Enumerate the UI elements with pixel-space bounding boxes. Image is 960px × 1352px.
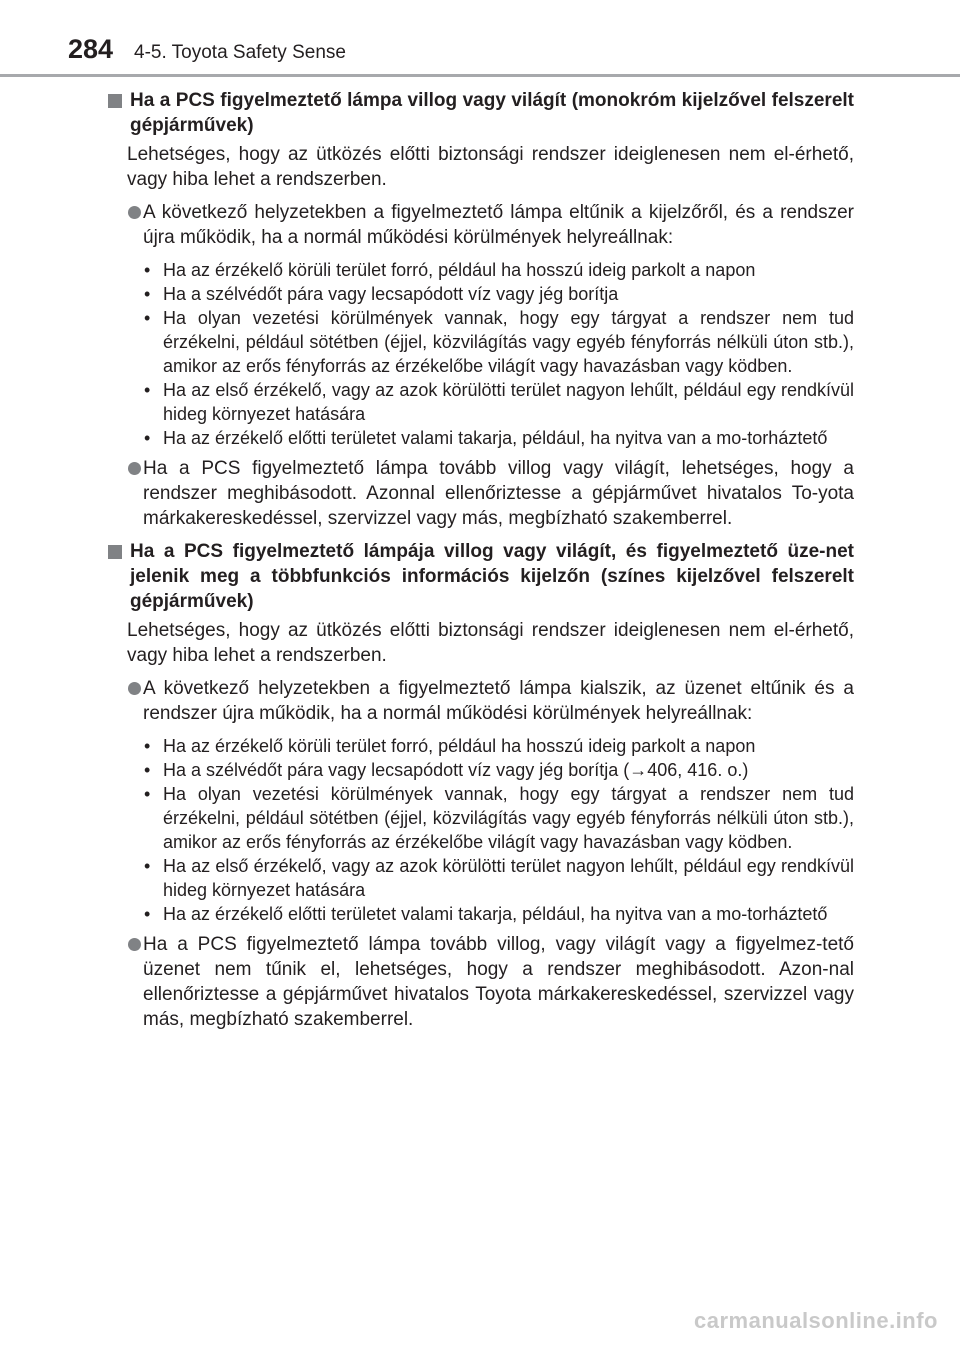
list-item — [144, 378, 854, 426]
bullet-dot-icon: • — [144, 380, 151, 400]
circle-bullet-icon — [128, 206, 141, 219]
list-item — [144, 758, 854, 782]
watermark: carmanualsonline.info — [694, 1308, 938, 1333]
section — [108, 539, 854, 1032]
list-item — [144, 282, 854, 306]
list-item-text: Ha olyan vezetési körülmények vannak, hogy egy tárgyat a rendszer nem tud érzékelni, például sötétben (éjjel, közvilágítás vagy egyéb fényforrás nélküli úton stb.), amikor az erős fényforrás az érzékelőbe világít vagy havazásban vagy ködben. — [163, 784, 854, 852]
list-item-text: Ha az érzékelő előtti területet valami takarja, például, ha nyitva van a mo-torháztető — [163, 428, 828, 448]
section-heading — [108, 88, 854, 138]
page-number: 284 — [68, 34, 114, 64]
circle-bullet-icon — [128, 682, 141, 695]
section-intro: Lehetséges, hogy az ütközés előtti biztonsági rendszer ideiglenesen nem el-érhető, vagy hiba lehet a rendszerben. — [127, 620, 854, 666]
list-item — [144, 782, 854, 854]
bullet-dot-icon: • — [144, 260, 151, 280]
bullet-dot-icon: • — [144, 784, 151, 804]
list-item-text: Ha az érzékelő körüli terület forró, például ha hosszú ideig parkolt a napon — [163, 260, 756, 280]
list-item-text: Ha az érzékelő előtti területet valami takarja, például, ha nyitva van a mo-torháztető — [163, 904, 828, 924]
bullet-dot-icon: • — [144, 856, 151, 876]
list-item — [144, 258, 854, 282]
bullet-dot-icon: • — [144, 284, 151, 304]
bullet-dot-icon: • — [144, 760, 151, 780]
header-divider — [0, 74, 960, 77]
list-item — [144, 902, 854, 926]
circle-bullet-icon — [128, 938, 141, 951]
circle-list-item-text: A következő helyzetekben a figyelmeztető lámpa kialszik, az üzenet eltűnik és a rendszer újra működik, ha a normál működési körülmények helyreállnak: — [143, 678, 854, 724]
circle-list-item-text: Ha a PCS figyelmeztető lámpa tovább villog vagy világít, lehetséges, hogy a rendszer meghibásodott. Azonnal ellenőriztesse a gépjárművet hivatalos To-yota márkakereskedéssel, szervizzel vagy más, megbízható szakemberrel. — [143, 458, 854, 529]
list-item — [144, 306, 854, 378]
list-item — [144, 426, 854, 450]
section-intro: Lehetséges, hogy az ütközés előtti biztonsági rendszer ideiglenesen nem el-érhető, vagy hiba lehet a rendszerben. — [127, 144, 854, 190]
section-heading-text: Ha a PCS figyelmeztető lámpája villog vagy világít, és figyelmeztető üze-net jelenik meg a többfunkciós információs kijelzőn (színes kijelzővel felszerelt gépjárművek) — [130, 541, 854, 612]
circle-list-item-text: A következő helyzetekben a figyelmeztető lámpa eltűnik a kijelzőről, és a rendszer újra működik, ha a normál működési körülmények helyreállnak: — [143, 202, 854, 248]
list-item-text: Ha a szélvédőt pára vagy lecsapódott víz vagy jég borítja — [163, 284, 619, 304]
circle-list-item-text: Ha a PCS figyelmeztető lámpa tovább villog, vagy világít vagy a figyelmez-tető üzenet nem tűnik el, lehetséges, hogy a rendszer meghibásodott. Azon-nal ellenőriztesse a gépjárművet hivatalos Toyota márkakereskedéssel, szervizzel vagy más, megbízható szakemberrel. — [143, 934, 854, 1030]
bullet-dot-icon: • — [144, 736, 151, 756]
list-item-text: Ha az érzékelő körüli terület forró, például ha hosszú ideig parkolt a napon — [163, 736, 756, 756]
bullet-list — [108, 734, 854, 926]
square-bullet-icon — [108, 545, 122, 559]
square-bullet-icon — [108, 94, 122, 108]
page-header — [0, 0, 960, 78]
list-item — [144, 854, 854, 902]
bullet-dot-icon: • — [144, 428, 151, 448]
list-item — [144, 734, 854, 758]
section-heading — [108, 539, 854, 614]
section-title: 4-5. Toyota Safety Sense — [134, 42, 346, 63]
circle-bullet-icon — [128, 462, 141, 475]
bullet-dot-icon: • — [144, 308, 151, 328]
section-heading-text: Ha a PCS figyelmeztető lámpa villog vagy világít (monokróm kijelzővel felszerelt gépjárművek) — [130, 90, 854, 136]
section — [108, 88, 854, 531]
bullet-dot-icon: • — [144, 904, 151, 924]
circle-list-item — [108, 932, 854, 1032]
circle-list-item — [108, 676, 854, 726]
list-item-text: Ha az első érzékelő, vagy az azok körülötti terület nagyon lehűlt, például egy rendkívül hideg környezet hatására — [163, 380, 854, 424]
circle-list-item — [108, 200, 854, 250]
list-item-text: Ha az első érzékelő, vagy az azok körülötti terület nagyon lehűlt, például egy rendkívül hideg környezet hatására — [163, 856, 854, 900]
bullet-list — [108, 258, 854, 450]
page-body — [108, 88, 854, 1040]
circle-list-item — [108, 456, 854, 531]
list-item-text: Ha a szélvédőt pára vagy lecsapódott víz vagy jég borítja (→406, 416. o.) — [163, 760, 749, 780]
list-item-text: Ha olyan vezetési körülmények vannak, hogy egy tárgyat a rendszer nem tud érzékelni, például sötétben (éjjel, közvilágítás vagy egyéb fényforrás nélküli úton stb.), amikor az erős fényforrás az érzékelőbe világít vagy havazásban vagy ködben. — [163, 308, 854, 376]
